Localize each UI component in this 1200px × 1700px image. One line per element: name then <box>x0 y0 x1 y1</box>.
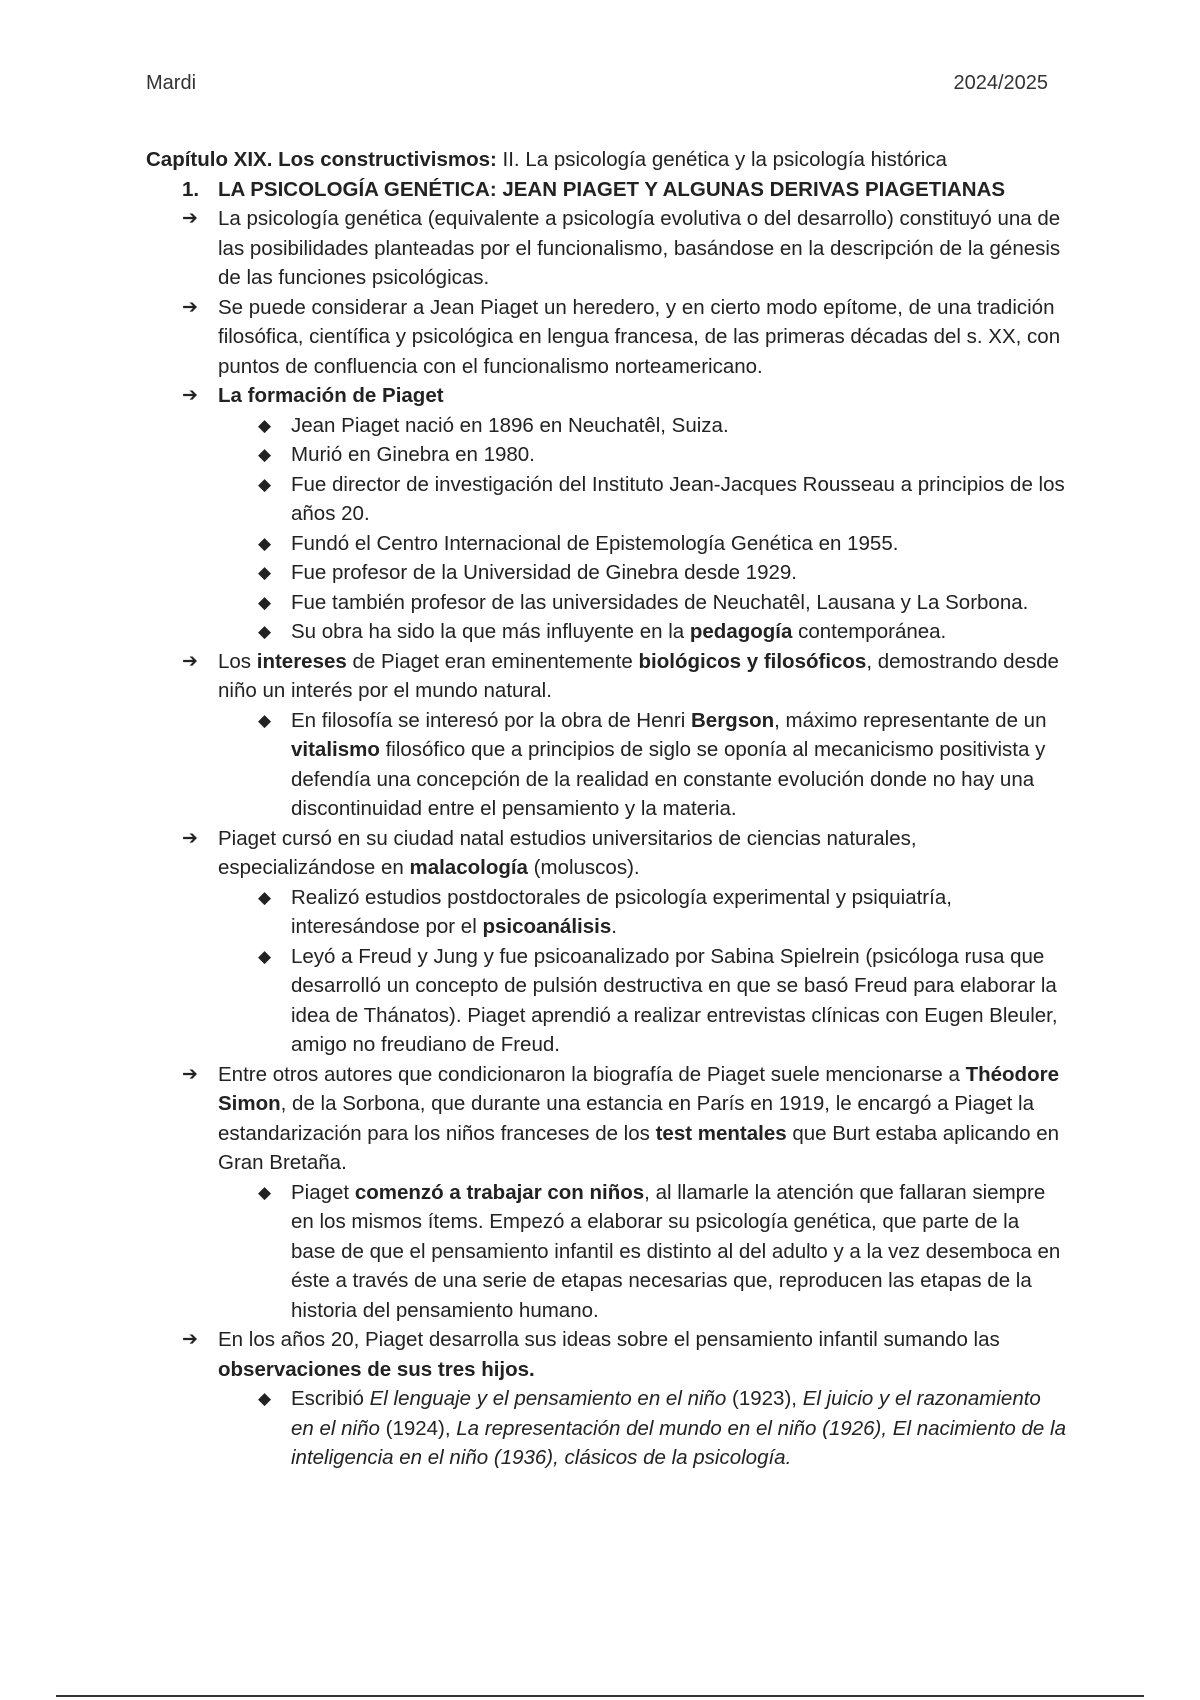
section-heading <box>146 175 1068 205</box>
text-run: . <box>611 915 617 938</box>
diamond-bullet-icon: ◆ <box>258 1389 272 1408</box>
text-run: contemporánea. <box>792 620 947 643</box>
diamond-bullet-icon: ◆ <box>258 563 272 582</box>
book-title: El lenguaje y el pensamiento en el niño <box>369 1387 727 1410</box>
item-text: Murió en Ginebra en 1980. <box>291 443 535 466</box>
emphasis: Bergson <box>690 708 775 732</box>
book-title: La representación del mundo en el niño (1926), El nacimiento de la inteligencia en el niño (1936), clásicos de la psicología. <box>291 1416 1066 1469</box>
diamond-bullet-icon: ◆ <box>258 710 272 730</box>
sublist-item <box>146 706 1068 824</box>
section-number: 1. <box>182 177 200 201</box>
arrow-icon: ➔ <box>182 650 198 672</box>
arrow-icon: ➔ <box>182 1063 198 1085</box>
diamond-bullet-icon: ◆ <box>258 946 272 966</box>
item-text: Jean Piaget nació en 1896 en Neuchatêl, Suiza. <box>291 413 729 437</box>
diamond-bullet-icon: ◆ <box>258 415 272 435</box>
arrow-icon: ➔ <box>182 296 198 318</box>
sublist-item <box>146 440 1068 470</box>
arrow-icon: ➔ <box>182 1329 198 1350</box>
diamond-bullet-icon: ◆ <box>258 887 272 907</box>
list-item <box>146 824 1068 883</box>
item-text: La psicología genética (equivalente a psicología evolutiva o del desarrollo) constituyó una de las posibilidades planteadas por el funcionalismo, basándose en la descripción de la génesis de las funciones psicológicas. <box>218 207 1061 289</box>
diamond-bullet-icon: ◆ <box>258 474 272 494</box>
page-header <box>146 72 1048 95</box>
text-run: , de la Sorbona, que durante una estancia en París en 1919, le encargó a Piaget la estandarización para los niños franceses de los <box>218 1092 1035 1145</box>
emphasis: comenzó a trabajar con niños <box>354 1180 645 1204</box>
emphasis: biológicos y filosóficos <box>638 649 867 673</box>
text-run: Piaget cursó en su ciudad natal estudios universitarios de ciencias naturales, especializándose en <box>218 826 917 879</box>
diamond-bullet-icon: ◆ <box>258 445 272 464</box>
chapter-subtitle: II. La psicología genética y la psicología histórica <box>496 148 947 171</box>
diamond-bullet-icon: ◆ <box>258 622 272 641</box>
sublist-item <box>146 411 1068 441</box>
emphasis: observaciones de sus tres hijos. <box>218 1357 535 1381</box>
text-run: que Burt estaba aplicando en Gran Bretaña. <box>218 1121 1060 1174</box>
document-body <box>146 145 1068 1473</box>
text-run: (1923), <box>726 1387 803 1410</box>
emphasis: intereses <box>256 649 347 673</box>
sublist-item <box>146 588 1068 618</box>
sublist-item <box>146 617 1068 647</box>
text-run: de Piaget eran eminentemente <box>346 649 639 673</box>
text-run: En los años 20, Piaget desarrolla sus ideas sobre el pensamiento infantil sumando las <box>218 1328 1000 1351</box>
sublist-item <box>146 883 1068 942</box>
arrow-icon: ➔ <box>182 827 198 849</box>
text-run: Los <box>218 649 257 673</box>
list-item <box>146 381 1068 411</box>
sublist-item <box>146 1384 1068 1473</box>
item-text: Fue director de investigación del Instituto Jean-Jacques Rousseau a principios de los años 20. <box>291 472 1065 525</box>
text-run: filosófico que a principios de siglo se oponía al mecanicismo positivista y defendía una concepción de la realidad en constante evolución donde no hay una discontinuidad entre el pensamiento y la materia. <box>291 738 1046 820</box>
text-run: , al llamarle la atención que fallaran siempre en los mismos ítems. Empezó a elaborar su psicología genética, que parte de la base de que el pensamiento infantil es distinto al del adulto y a la vez desemboca en éste a través de una serie de etapas necesarias que, reproducen las etapas de la historia del pensamiento humano. <box>291 1180 1061 1322</box>
header-day: Mardi <box>146 72 197 94</box>
arrow-icon: ➔ <box>182 208 198 229</box>
header-year: 2024/2025 <box>953 72 1048 94</box>
list-item <box>146 1060 1068 1178</box>
text-run: En filosofía se interesó por la obra de Henri <box>291 708 691 732</box>
subsection-title: La formación de Piaget <box>218 384 444 407</box>
text-run: Piaget <box>291 1180 355 1204</box>
emphasis: vitalismo <box>291 738 380 761</box>
text-run: (moluscos). <box>527 856 640 879</box>
item-text: Leyó a Freud y Jung y fue psicoanalizado por Sabina Spielrein (psicóloga rusa que desarrolló un concepto de pulsión destructiva en que se basó Freud para elaborar la idea de Thánatos). Piaget aprendió a realizar entrevistas clínicas con Eugen Bleuler, amigo no freudiano de Freud. <box>291 944 1058 1056</box>
chapter-title <box>146 145 1068 175</box>
diamond-bullet-icon: ◆ <box>258 533 272 553</box>
section-title: LA PSICOLOGÍA GENÉTICA: JEAN PIAGET Y ALGUNAS DERIVAS PIAGETIANAS <box>218 177 1006 201</box>
list-item <box>146 204 1068 293</box>
text-run: Escribió <box>291 1387 370 1410</box>
item-text: Se puede considerar a Jean Piaget un heredero, y en cierto modo epítome, de una tradición filosófica, científica y psicológica en lengua francesa, de las primeras décadas del s. XX, con puntos de confluencia con el funcionalismo norteamericano. <box>218 295 1061 378</box>
footer-divider <box>56 1695 1144 1697</box>
text-run: Realizó estudios postdoctorales de psicología experimental y psiquiatría, interesándose por el <box>291 885 952 938</box>
sublist-item <box>146 558 1068 588</box>
item-text: Fue profesor de la Universidad de Ginebra desde 1929. <box>291 561 797 584</box>
diamond-bullet-icon: ◆ <box>258 1182 272 1202</box>
arrow-icon: ➔ <box>182 385 198 406</box>
emphasis: test mentales <box>655 1121 787 1145</box>
item-text: Fue también profesor de las universidades de Neuchatêl, Lausana y La Sorbona. <box>291 590 1029 614</box>
item-text: Fundó el Centro Internacional de Epistemología Genética en 1955. <box>291 531 899 555</box>
text-run: , demostrando desde niño un interés por el mundo natural. <box>218 649 1059 702</box>
emphasis: Théodore Simon <box>218 1062 1059 1115</box>
emphasis: malacología <box>409 856 528 879</box>
list-item <box>146 1325 1068 1384</box>
list-item <box>146 293 1068 382</box>
text-run: Entre otros autores que condicionaron la biografía de Piaget suele mencionarse a <box>218 1062 966 1086</box>
text-run: Su obra ha sido la que más influyente en la <box>291 620 690 643</box>
diamond-bullet-icon: ◆ <box>258 592 272 612</box>
sublist-item <box>146 529 1068 559</box>
sublist-item <box>146 942 1068 1060</box>
sublist-item <box>146 470 1068 529</box>
emphasis: pedagogía <box>689 620 793 643</box>
emphasis: psicoanálisis <box>482 915 612 938</box>
list-item <box>146 647 1068 706</box>
book-title: El juicio y el razonamiento en el niño <box>291 1387 1041 1440</box>
text-run: (1924), <box>379 1416 457 1440</box>
chapter-label: Capítulo XIX. Los constructivismos: <box>146 148 497 171</box>
sublist-item <box>146 1178 1068 1326</box>
text-run: , máximo representante de un <box>774 708 1047 732</box>
